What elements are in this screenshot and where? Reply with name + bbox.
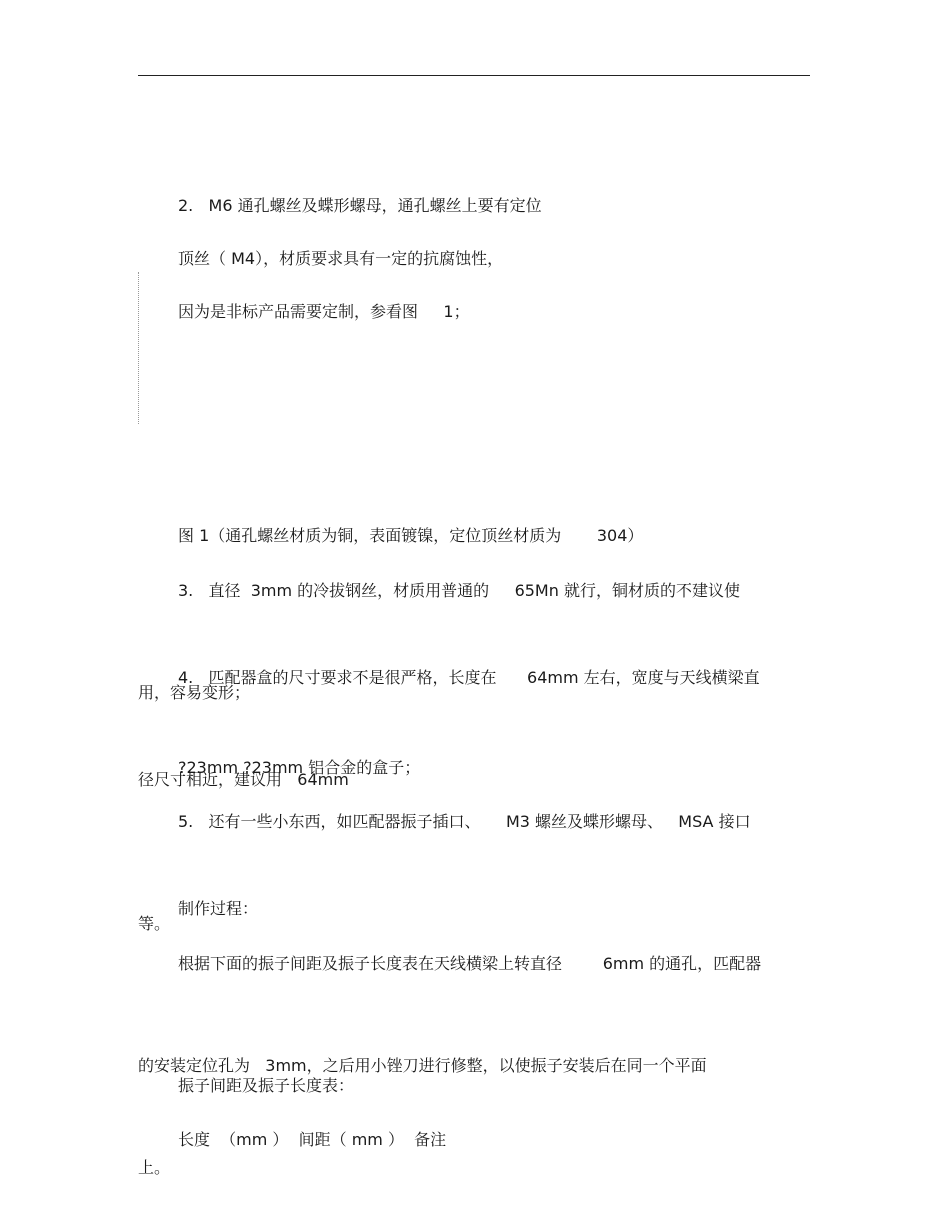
paragraph-custom-note [138, 227, 798, 363]
table-header-row [138, 1055, 798, 1191]
text-line: 4. 匹配器盒的尺寸要求不是很严格，长度在 64mm 左右，宽度与天线横梁直 [178, 668, 760, 687]
text-line: 根据下面的振子间距及振子长度表在天线横梁上转直径 6mm 的通孔，匹配器 [178, 954, 762, 973]
text-line: 振子间距及振子长度表： [178, 1076, 355, 1095]
text-line: 等。 [138, 914, 171, 933]
text-line: 径尺寸相近，建议用 64mm [138, 770, 349, 789]
text-line: 5. 还有一些小东西，如匹配器振子插口、 M3 螺丝及蝶形螺母、 MSA 接口 [178, 812, 751, 831]
figure-1-placeholder [138, 272, 145, 424]
text-line: 3. 直径 3mm 的冷拔钢丝，材质用普通的 65Mn 就行，铜材质的不建议使 [178, 581, 740, 600]
text-line: 2. M6 通孔螺丝及蝶形螺母，通孔螺丝上要有定位 [178, 196, 542, 215]
text-line: ?23mm ?23mm 铝合金的盒子； [178, 758, 421, 777]
text-line: 的安装定位孔为 3mm，之后用小锉刀进行修整，以使振子安装后在同一个平面 [138, 1056, 707, 1075]
text-line: 图 1（通孔螺丝材质为铜，表面镀镍，定位顶丝材质为 304） [178, 526, 644, 545]
text-line: 上。 [138, 1158, 171, 1177]
text-line: 顶丝（ M4），材质要求具有一定的抗腐蚀性， [178, 249, 504, 268]
text-line: 长度 （mm ） 间距（ mm ） 备注 [178, 1130, 447, 1149]
text-line: 制作过程： [178, 899, 259, 918]
text-line: 因为是非标产品需要定制，参看图 1； [178, 302, 470, 321]
header-rule [138, 75, 810, 76]
text-line: 用，容易变形； [138, 683, 251, 702]
